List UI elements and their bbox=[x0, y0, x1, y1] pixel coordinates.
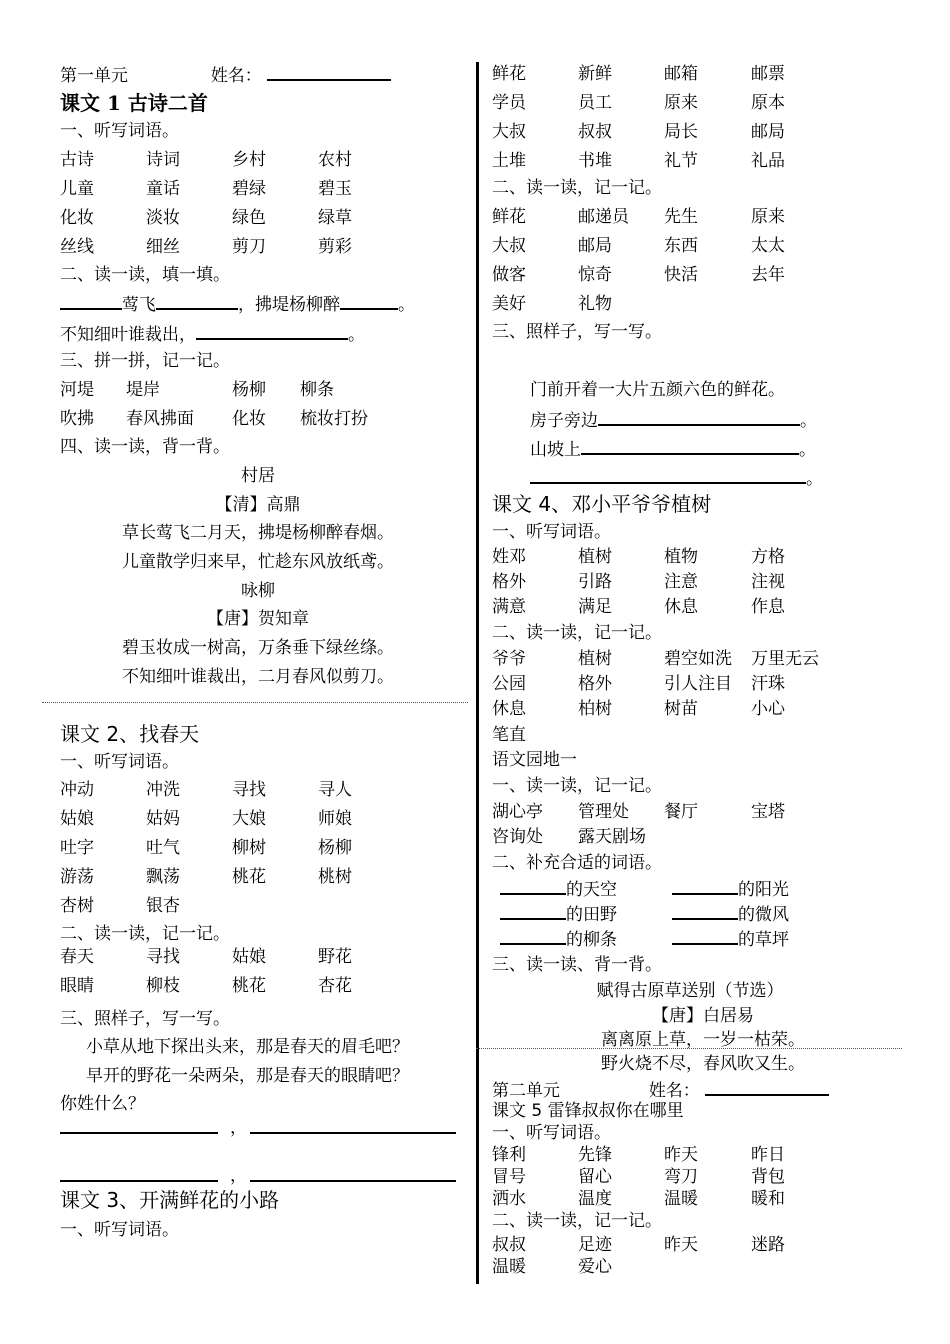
poem-line: 野火烧不尽，春风吹又生。 bbox=[601, 1054, 805, 1074]
fill-blank[interactable] bbox=[196, 322, 348, 340]
section-heading: 二、补充合适的词语。 bbox=[492, 853, 662, 873]
fill-item bbox=[500, 927, 617, 951]
poem-author: 【清】高鼎 bbox=[215, 495, 301, 515]
word-cell: 诗词 bbox=[146, 150, 180, 170]
word-cell: 邮递员 bbox=[578, 207, 629, 227]
word-cell: 休息 bbox=[492, 699, 526, 719]
word-cell: 太太 bbox=[751, 236, 785, 256]
name-label: 姓名： bbox=[210, 66, 262, 86]
answer-blank[interactable] bbox=[60, 1180, 218, 1182]
section-divider bbox=[42, 702, 468, 703]
word-cell: 化妆 bbox=[232, 409, 266, 429]
word-cell: 方格 bbox=[751, 547, 785, 567]
word-cell: 惊奇 bbox=[578, 265, 612, 285]
word-cell: 银杏 bbox=[146, 896, 180, 916]
word-cell: 咨询处 bbox=[492, 827, 543, 847]
word-cell: 作息 bbox=[751, 597, 785, 617]
word-cell: 锋利 bbox=[492, 1145, 526, 1165]
comma: ， bbox=[230, 1166, 247, 1186]
word-cell: 姑娘 bbox=[60, 809, 94, 829]
word-cell: 东西 bbox=[664, 236, 698, 256]
word-cell: 桃树 bbox=[318, 867, 352, 887]
section-heading: 一、听写词语。 bbox=[60, 752, 179, 772]
word-cell: 格外 bbox=[492, 572, 526, 592]
word-cell: 堤岸 bbox=[126, 380, 160, 400]
poem-author: 【唐】白居易 bbox=[652, 1006, 754, 1026]
answer-blank[interactable] bbox=[250, 1180, 456, 1182]
word-cell: 礼节 bbox=[664, 151, 698, 171]
word-cell: 休息 bbox=[664, 597, 698, 617]
word-cell: 原来 bbox=[664, 93, 698, 113]
fill-line: 不知细叶谁裁出， 。 bbox=[60, 322, 365, 346]
section-heading: 三、照样子，写一写。 bbox=[492, 322, 662, 342]
word-cell: 餐厅 bbox=[664, 802, 698, 822]
word-cell: 宝塔 bbox=[751, 802, 785, 822]
word-cell: 绿草 bbox=[318, 208, 352, 228]
section-heading: 三、拼一拼，记一记。 bbox=[60, 351, 230, 371]
unit-header bbox=[60, 63, 391, 87]
poem-line: 不知细叶谁裁出，二月春风似剪刀。 bbox=[122, 667, 394, 687]
word-cell: 河堤 bbox=[60, 380, 94, 400]
word-cell: 寻找 bbox=[232, 780, 266, 800]
word-cell: 乡村 bbox=[232, 150, 266, 170]
word-cell: 员工 bbox=[578, 93, 612, 113]
word-cell: 格外 bbox=[578, 674, 612, 694]
word-cell: 柳条 bbox=[300, 380, 334, 400]
word-cell: 春风拂面 bbox=[126, 409, 194, 429]
section-heading: 一、听写词语。 bbox=[492, 1123, 611, 1143]
poem-title: 村居 bbox=[241, 466, 275, 486]
name-blank[interactable] bbox=[705, 1078, 829, 1096]
word-cell: 姓邓 bbox=[492, 547, 526, 567]
fill-suffix: 的田野 bbox=[566, 905, 617, 925]
section-heading: 二、读一读，记一记。 bbox=[60, 924, 230, 944]
poem-title: 赋得古原草送别（节选） bbox=[596, 981, 784, 1001]
word-cell: 桃花 bbox=[232, 976, 266, 996]
word-cell: 注意 bbox=[664, 572, 698, 592]
word-cell: 礼品 bbox=[751, 151, 785, 171]
word-cell: 汗珠 bbox=[751, 674, 785, 694]
word-cell: 先生 bbox=[664, 207, 698, 227]
word-cell: 冲洗 bbox=[146, 780, 180, 800]
fill-blank[interactable] bbox=[598, 408, 800, 426]
word-cell: 吐字 bbox=[60, 838, 94, 858]
fill-suffix: 的天空 bbox=[566, 880, 617, 900]
word-cell: 鲜花 bbox=[492, 207, 526, 227]
word-cell: 植物 bbox=[664, 547, 698, 567]
word-cell: 柏树 bbox=[578, 699, 612, 719]
word-cell: 邮箱 bbox=[664, 64, 698, 84]
word-cell: 柳树 bbox=[232, 838, 266, 858]
fill-blank[interactable] bbox=[500, 902, 566, 920]
fill-blank[interactable] bbox=[581, 437, 799, 455]
word-cell: 眼睛 bbox=[60, 976, 94, 996]
fill-blank[interactable] bbox=[530, 466, 806, 484]
word-cell: 杨柳 bbox=[232, 380, 266, 400]
fill-line: 房子旁边 。 bbox=[530, 408, 817, 432]
word-cell: 儿童 bbox=[60, 179, 94, 199]
fill-blank[interactable] bbox=[672, 877, 738, 895]
word-cell: 昨天 bbox=[664, 1235, 698, 1255]
fill-item bbox=[672, 877, 789, 901]
word-cell: 快活 bbox=[664, 265, 698, 285]
word-cell: 淡妆 bbox=[146, 208, 180, 228]
fill-item bbox=[672, 902, 789, 926]
word-cell: 农村 bbox=[318, 150, 352, 170]
word-cell: 师娘 bbox=[318, 809, 352, 829]
garden-title: 语文园地一 bbox=[492, 750, 577, 770]
word-cell: 礼物 bbox=[578, 294, 612, 314]
section-heading: 一、读一读，记一记。 bbox=[492, 776, 662, 796]
word-cell: 小心 bbox=[751, 699, 785, 719]
word-cell: 春天 bbox=[60, 947, 94, 967]
section-heading: 二、读一读，记一记。 bbox=[492, 623, 662, 643]
word-cell: 新鲜 bbox=[578, 64, 612, 84]
fill-suffix: 的草坪 bbox=[738, 930, 789, 950]
fill-blank[interactable] bbox=[340, 292, 398, 310]
fill-blank[interactable] bbox=[672, 927, 738, 945]
word-cell: 细丝 bbox=[146, 237, 180, 257]
word-cell: 做客 bbox=[492, 265, 526, 285]
section-heading: 一、听写词语。 bbox=[492, 522, 611, 542]
column-divider bbox=[476, 62, 479, 1284]
word-cell: 原本 bbox=[751, 93, 785, 113]
fill-line: 。 bbox=[530, 466, 823, 490]
word-cell: 碧绿 bbox=[232, 179, 266, 199]
word-cell: 柳枝 bbox=[146, 976, 180, 996]
word-cell: 爷爷 bbox=[492, 649, 526, 669]
section-heading: 三、读一读、背一背。 bbox=[492, 955, 662, 975]
section-heading: 四、读一读，背一背。 bbox=[60, 437, 230, 457]
word-cell: 原来 bbox=[751, 207, 785, 227]
word: 笔直 bbox=[492, 725, 526, 745]
word-cell: 邮局 bbox=[751, 122, 785, 142]
word-cell: 化妆 bbox=[60, 208, 94, 228]
fill-blank[interactable] bbox=[672, 902, 738, 920]
word-cell: 寻找 bbox=[146, 947, 180, 967]
word-cell: 童话 bbox=[146, 179, 180, 199]
poem-author: 【唐】贺知章 bbox=[207, 609, 309, 629]
comma: ， bbox=[230, 1118, 247, 1138]
word-cell: 昨日 bbox=[751, 1145, 785, 1165]
lesson-2-title: 课文 2、找春天 bbox=[60, 722, 200, 746]
word-cell: 温暖 bbox=[492, 1257, 526, 1277]
word-cell: 迷路 bbox=[751, 1235, 785, 1255]
word-cell: 弯刀 bbox=[664, 1167, 698, 1187]
answer-blank[interactable] bbox=[250, 1132, 456, 1134]
word-cell: 剪彩 bbox=[318, 237, 352, 257]
word-cell: 公园 bbox=[492, 674, 526, 694]
answer-blank[interactable] bbox=[60, 1132, 218, 1134]
fill-blank[interactable] bbox=[500, 877, 566, 895]
word-cell: 绿色 bbox=[232, 208, 266, 228]
fill-line: 莺飞 ，拂堤杨柳醉 。 bbox=[60, 292, 415, 316]
fill-suffix: 的阳光 bbox=[738, 880, 789, 900]
word-cell: 桃花 bbox=[232, 867, 266, 887]
word-cell: 局长 bbox=[664, 122, 698, 142]
example-sentence: 小草从地下探出头来，那是春天的眉毛吧？ bbox=[86, 1037, 409, 1057]
word-cell: 寻人 bbox=[318, 780, 352, 800]
example-sentence: 门前开着一大片五颜六色的鲜花。 bbox=[530, 380, 785, 400]
word-cell: 万里无云 bbox=[751, 649, 819, 669]
word-cell: 大叔 bbox=[492, 236, 526, 256]
example-sentence: 你姓什么？ bbox=[60, 1094, 145, 1114]
poem-line: 碧玉妆成一树高，万条垂下绿丝绦。 bbox=[122, 638, 394, 658]
fill-suffix: 的柳条 bbox=[566, 930, 617, 950]
word-cell: 湖心亭 bbox=[492, 802, 543, 822]
fill-item bbox=[500, 877, 617, 901]
word-cell: 满足 bbox=[578, 597, 612, 617]
word-cell: 鲜花 bbox=[492, 64, 526, 84]
word-cell: 爱心 bbox=[578, 1257, 612, 1277]
name-label: 姓名： bbox=[648, 1081, 700, 1101]
word-cell: 冲动 bbox=[60, 780, 94, 800]
word-cell: 先锋 bbox=[578, 1145, 612, 1165]
word-cell: 叔叔 bbox=[578, 122, 612, 142]
word-cell: 姑妈 bbox=[146, 809, 180, 829]
unit-header bbox=[492, 1078, 829, 1102]
word-cell: 吹拂 bbox=[60, 409, 94, 429]
fill-item bbox=[672, 927, 789, 951]
section-heading: 一、听写词语。 bbox=[60, 1220, 179, 1240]
poem-line: 离离原上草，一岁一枯荣。 bbox=[601, 1030, 805, 1050]
word-cell: 梳妆打扮 bbox=[300, 409, 368, 429]
word-cell: 土堆 bbox=[492, 151, 526, 171]
word-cell: 大娘 bbox=[232, 809, 266, 829]
fill-item bbox=[500, 902, 617, 926]
word-cell: 暖和 bbox=[751, 1189, 785, 1209]
word-cell: 剪刀 bbox=[232, 237, 266, 257]
word-cell: 足迹 bbox=[578, 1235, 612, 1255]
word-cell: 飘荡 bbox=[146, 867, 180, 887]
fill-suffix: 的微风 bbox=[738, 905, 789, 925]
word-cell: 杏花 bbox=[318, 976, 352, 996]
word-cell: 管理处 bbox=[578, 802, 629, 822]
word-cell: 吐气 bbox=[146, 838, 180, 858]
fill-blank[interactable] bbox=[60, 292, 122, 310]
word-cell: 野花 bbox=[318, 947, 352, 967]
word-cell: 植树 bbox=[578, 547, 612, 567]
word-cell: 背包 bbox=[751, 1167, 785, 1187]
unit-label: 第一单元 bbox=[60, 66, 128, 86]
word-cell: 邮局 bbox=[578, 236, 612, 256]
lesson-4-title: 课文 4、邓小平爷爷植树 bbox=[492, 492, 712, 516]
word-cell: 叔叔 bbox=[492, 1235, 526, 1255]
word-cell: 姑娘 bbox=[232, 947, 266, 967]
lesson-3-title: 课文 3、开满鲜花的小路 bbox=[60, 1188, 280, 1212]
section-heading: 三、照样子，写一写。 bbox=[60, 1009, 230, 1029]
section-heading: 二、读一读，记一记。 bbox=[492, 1211, 662, 1231]
word-cell: 温度 bbox=[578, 1189, 612, 1209]
word-cell: 植树 bbox=[578, 649, 612, 669]
lesson-5-title: 课文 5 雷锋叔叔你在哪里 bbox=[492, 1101, 684, 1121]
word-cell: 丝线 bbox=[60, 237, 94, 257]
word-cell: 杨柳 bbox=[318, 838, 352, 858]
example-sentence: 早开的野花一朵两朵，那是春天的眼睛吧？ bbox=[86, 1066, 409, 1086]
word-cell: 昨天 bbox=[664, 1145, 698, 1165]
lesson-1-title: 课文 1 古诗二首 bbox=[60, 91, 208, 115]
word-cell: 美好 bbox=[492, 294, 526, 314]
fill-blank[interactable] bbox=[156, 292, 238, 310]
fill-blank[interactable] bbox=[500, 927, 566, 945]
poem-line: 儿童散学归来早，忙趁东风放纸鸢。 bbox=[122, 552, 394, 572]
word-cell: 注视 bbox=[751, 572, 785, 592]
section-heading: 二、读一读，记一记。 bbox=[492, 178, 662, 198]
word-cell: 游荡 bbox=[60, 867, 94, 887]
poem-title: 咏柳 bbox=[241, 581, 275, 601]
fill-line: 山坡上 。 bbox=[530, 437, 816, 461]
word-cell: 学员 bbox=[492, 93, 526, 113]
word-cell: 洒水 bbox=[492, 1189, 526, 1209]
word-cell: 冒号 bbox=[492, 1167, 526, 1187]
word-cell: 大叔 bbox=[492, 122, 526, 142]
name-blank[interactable] bbox=[267, 63, 391, 81]
word-cell: 满意 bbox=[492, 597, 526, 617]
word-cell: 引路 bbox=[578, 572, 612, 592]
word-cell: 引人注目 bbox=[664, 674, 732, 694]
word-cell: 古诗 bbox=[60, 150, 94, 170]
poem-line: 草长莺飞二月天，拂堤杨柳醉春烟。 bbox=[122, 523, 394, 543]
section-heading: 一、听写词语。 bbox=[60, 121, 179, 141]
word-cell: 温暖 bbox=[664, 1189, 698, 1209]
word-cell: 留心 bbox=[578, 1167, 612, 1187]
word-cell: 树苗 bbox=[664, 699, 698, 719]
section-heading: 二、读一读，填一填。 bbox=[60, 265, 230, 285]
word-cell: 露天剧场 bbox=[578, 827, 646, 847]
word-cell: 杏树 bbox=[60, 896, 94, 916]
word-cell: 去年 bbox=[751, 265, 785, 285]
word-cell: 碧玉 bbox=[318, 179, 352, 199]
unit-label: 第二单元 bbox=[492, 1081, 560, 1101]
word-cell: 碧空如洗 bbox=[664, 649, 732, 669]
word-cell: 邮票 bbox=[751, 64, 785, 84]
word-cell: 书堆 bbox=[578, 151, 612, 171]
